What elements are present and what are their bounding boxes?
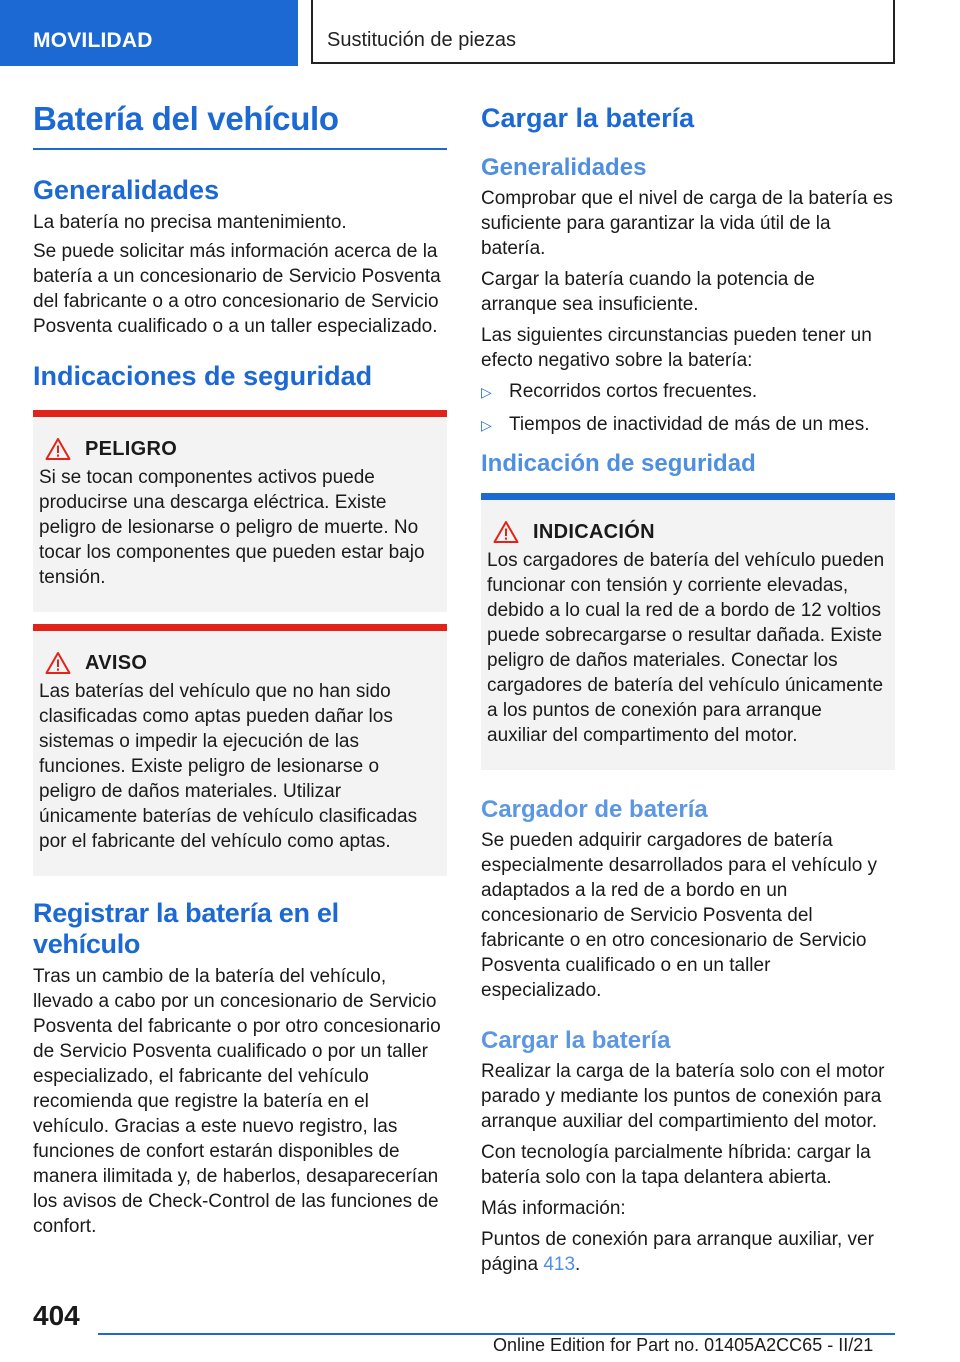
indicacion-box	[481, 493, 895, 770]
left-column	[33, 100, 447, 1239]
left-generalidades-p1: La batería no precisa mantenimiento.	[33, 212, 347, 233]
ref-suffix: .	[575, 1254, 581, 1275]
right-generalidades-p3: Las siguientes circunstancias pueden tener un efecto negativo sobre la batería:	[481, 325, 872, 371]
left-title: Batería del vehículo	[33, 100, 447, 150]
aviso-text: Las baterías del vehículo que no han sido clasificadas como aptas pueden dañar los sistemas o impedir la ejecución de las funciones. Existe peligro de lesionarse o peligro de daños materiales. Utilizar únicamente baterías de vehículo clasificadas por el fabricante del vehículo como aptas.	[39, 681, 418, 852]
indicacion-label: INDICACIÓN	[533, 520, 655, 543]
right-generalidades-p1: Comprobar que el nivel de carga de la batería es suficiente para garantizar la vida útil de la batería.	[481, 188, 893, 259]
right-cargar-p3: Más información:	[481, 1198, 626, 1219]
left-seguridad-heading: Indicaciones de seguridad	[33, 361, 373, 391]
right-cargar-p2: Con tecnología parcialmente híbrida: cargar la batería solo con la tapa delantera abierta.	[481, 1142, 871, 1188]
peligro-text: Si se tocan componentes activos puede producirse una descarga eléctrica. Existe peligro de lesionarse o peligro de muerte. No tocar los componentes que pueden estar bajo tensión.	[39, 467, 425, 588]
left-generalidades-heading: Generalidades	[33, 175, 220, 205]
footer-edition: Online Edition for Part no. 01405A2CC65 - II/21	[493, 1335, 874, 1355]
page-link[interactable]: 413	[543, 1254, 576, 1275]
list-item-text: Recorridos cortos frecuentes.	[509, 381, 758, 402]
right-cargador-heading: Cargador de batería	[481, 796, 708, 823]
indicacion-text: Los cargadores de batería del vehículo pueden funcionar con tensión y corriente elevadas, debido a lo cual la red de a bordo de 12 voltios puede sobrecargarse o resultar dañada. Existe peligro de daños materiales. Conectar los cargadores de batería del vehículo únicamente a los puntos de conexión para arranque auxiliar del compartimento del motor.	[487, 550, 885, 746]
right-column	[481, 100, 895, 1277]
warning-triangle-icon	[493, 520, 519, 544]
list-item-text: Tiempos de inactividad de más de un mes.	[509, 414, 870, 435]
right-title: Cargar la batería	[481, 103, 695, 133]
list-item	[481, 412, 895, 438]
right-seguridad-heading: Indicación de seguridad	[481, 450, 756, 477]
section-label: MOVILIDAD	[0, 0, 298, 66]
right-cargar-p1: Realizar la carga de la batería solo con el motor parado y mediante los puntos de conexión para arranque auxiliar del compartimiento del motor.	[481, 1061, 885, 1132]
peligro-label: PELIGRO	[85, 437, 178, 460]
right-cargar-p4	[481, 1227, 895, 1277]
aviso-box	[33, 624, 447, 876]
left-registrar-heading: Registrar la batería en el vehículo	[33, 898, 339, 959]
warning-triangle-icon	[45, 437, 71, 461]
bullet-list	[481, 379, 895, 438]
right-cargador-text: Se pueden adquirir cargadores de batería especialmente desarrollados para el vehículo y adaptados a la red de a bordo en un concesionario de Servicio Posventa del fabricante o en otro concesionario de Servicio Posventa cualificado o en un taller especializado.	[481, 830, 878, 1001]
page-number: 404	[33, 1300, 80, 1331]
page-header	[0, 0, 960, 66]
right-cargar-heading: Cargar la batería	[481, 1027, 671, 1054]
right-generalidades-p2: Cargar la batería cuando la potencia de arranque sea insuficiente.	[481, 269, 815, 315]
triangle-right-icon: ▷	[481, 384, 492, 400]
peligro-box	[33, 410, 447, 612]
ref-text: Puntos de conexión para arranque auxiliar, ver página	[481, 1229, 874, 1275]
triangle-right-icon: ▷	[481, 417, 492, 433]
left-registrar-text: Tras un cambio de la batería del vehículo, llevado a cabo por un concesionario de Servicio Posventa del fabricante o por otro concesionario de Servicio Posventa cualificado o por un taller especializado, el fabricante del vehículo recomienda que registre la batería en el vehículo. Gracias a este nuevo registro, las funciones de confort estarán disponibles de manera ilimitada y, de haberlos, desaparecerían los avisos de Check-Control de las funciones de confort.	[33, 966, 441, 1237]
right-generalidades-heading: Generalidades	[481, 154, 647, 181]
list-item	[481, 379, 895, 405]
warning-triangle-icon	[45, 651, 71, 675]
left-generalidades-p2: Se puede solicitar más información acerca de la batería a un concesionario de Servicio Posventa del fabricante o a otro concesionario de Servicio Posventa cualificado o a un taller especializado.	[33, 241, 441, 337]
aviso-label: AVISO	[85, 651, 148, 674]
chapter-label: Sustitución de piezas	[311, 0, 895, 64]
